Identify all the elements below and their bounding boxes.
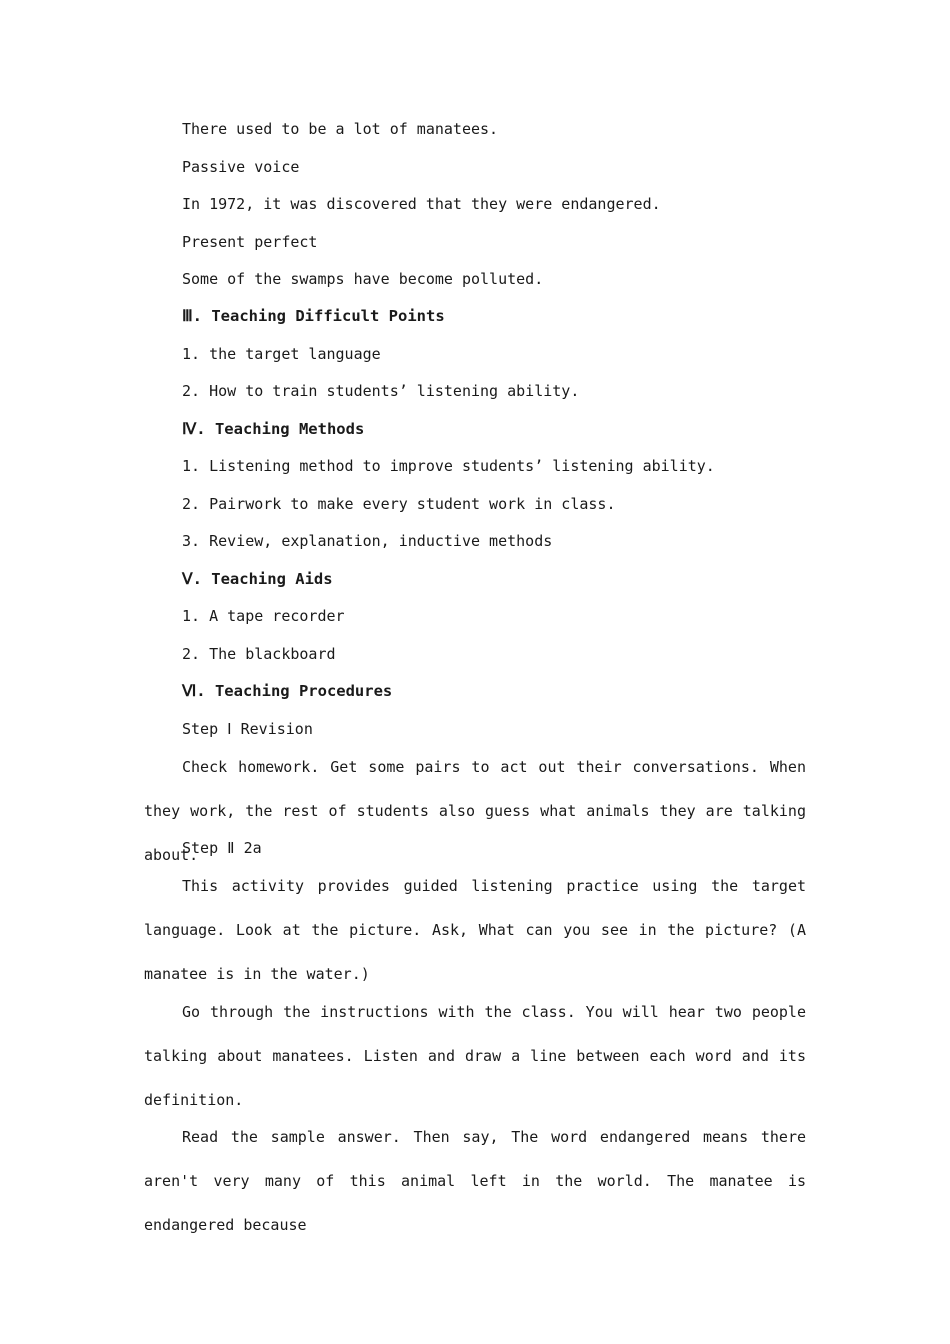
paragraph-step2-instructions: Go through the instructions with the class. You will hear two people talking about manatees. Listen and draw a line between each word and its definition. — [144, 1003, 806, 1109]
list-item: 2. The blackboard — [182, 645, 336, 663]
text-line-swamps: Some of the swamps have become polluted. — [182, 270, 544, 288]
list-item: 3. Review, explanation, inductive methods — [182, 532, 553, 550]
section-heading-teaching-methods: Ⅳ. Teaching Methods — [182, 420, 365, 438]
list-item: 2. How to train students’ listening ability. — [182, 382, 580, 400]
list-item: 2. Pairwork to make every student work in class. — [182, 495, 616, 513]
list-item: 1. the target language — [182, 345, 381, 363]
step-title-2a: Step Ⅱ 2a — [182, 839, 262, 857]
section-heading-difficult-points: Ⅲ. Teaching Difficult Points — [182, 307, 445, 325]
paragraph-step2-sample: Read the sample answer. Then say, The word endangered means there aren't very many of this animal left in the world. The manatee is endangered because — [144, 1128, 806, 1234]
paragraph-step2-intro: This activity provides guided listening practice using the target language. Look at the picture. Ask, What can you see in the picture? (A manatee is in the water.) — [144, 877, 806, 983]
step-title-revision: Step Ⅰ Revision — [182, 720, 313, 738]
paragraph-step1: Check homework. Get some pairs to act out their conversations. When they work, the rest of students also guess what animals they are talking about. — [144, 758, 806, 864]
section-heading-teaching-procedures: Ⅵ. Teaching Procedures — [182, 682, 393, 700]
list-item: 1. A tape recorder — [182, 607, 345, 625]
text-line-passive-voice: Passive voice — [182, 158, 300, 176]
text-line-manatees: There used to be a lot of manatees. — [182, 120, 499, 138]
section-heading-teaching-aids: Ⅴ. Teaching Aids — [182, 570, 333, 588]
list-item: 1. Listening method to improve students’ listening ability. — [182, 457, 715, 475]
text-line-1972: In 1972, it was discovered that they were endangered. — [182, 195, 661, 213]
text-line-present-perfect: Present perfect — [182, 233, 318, 251]
